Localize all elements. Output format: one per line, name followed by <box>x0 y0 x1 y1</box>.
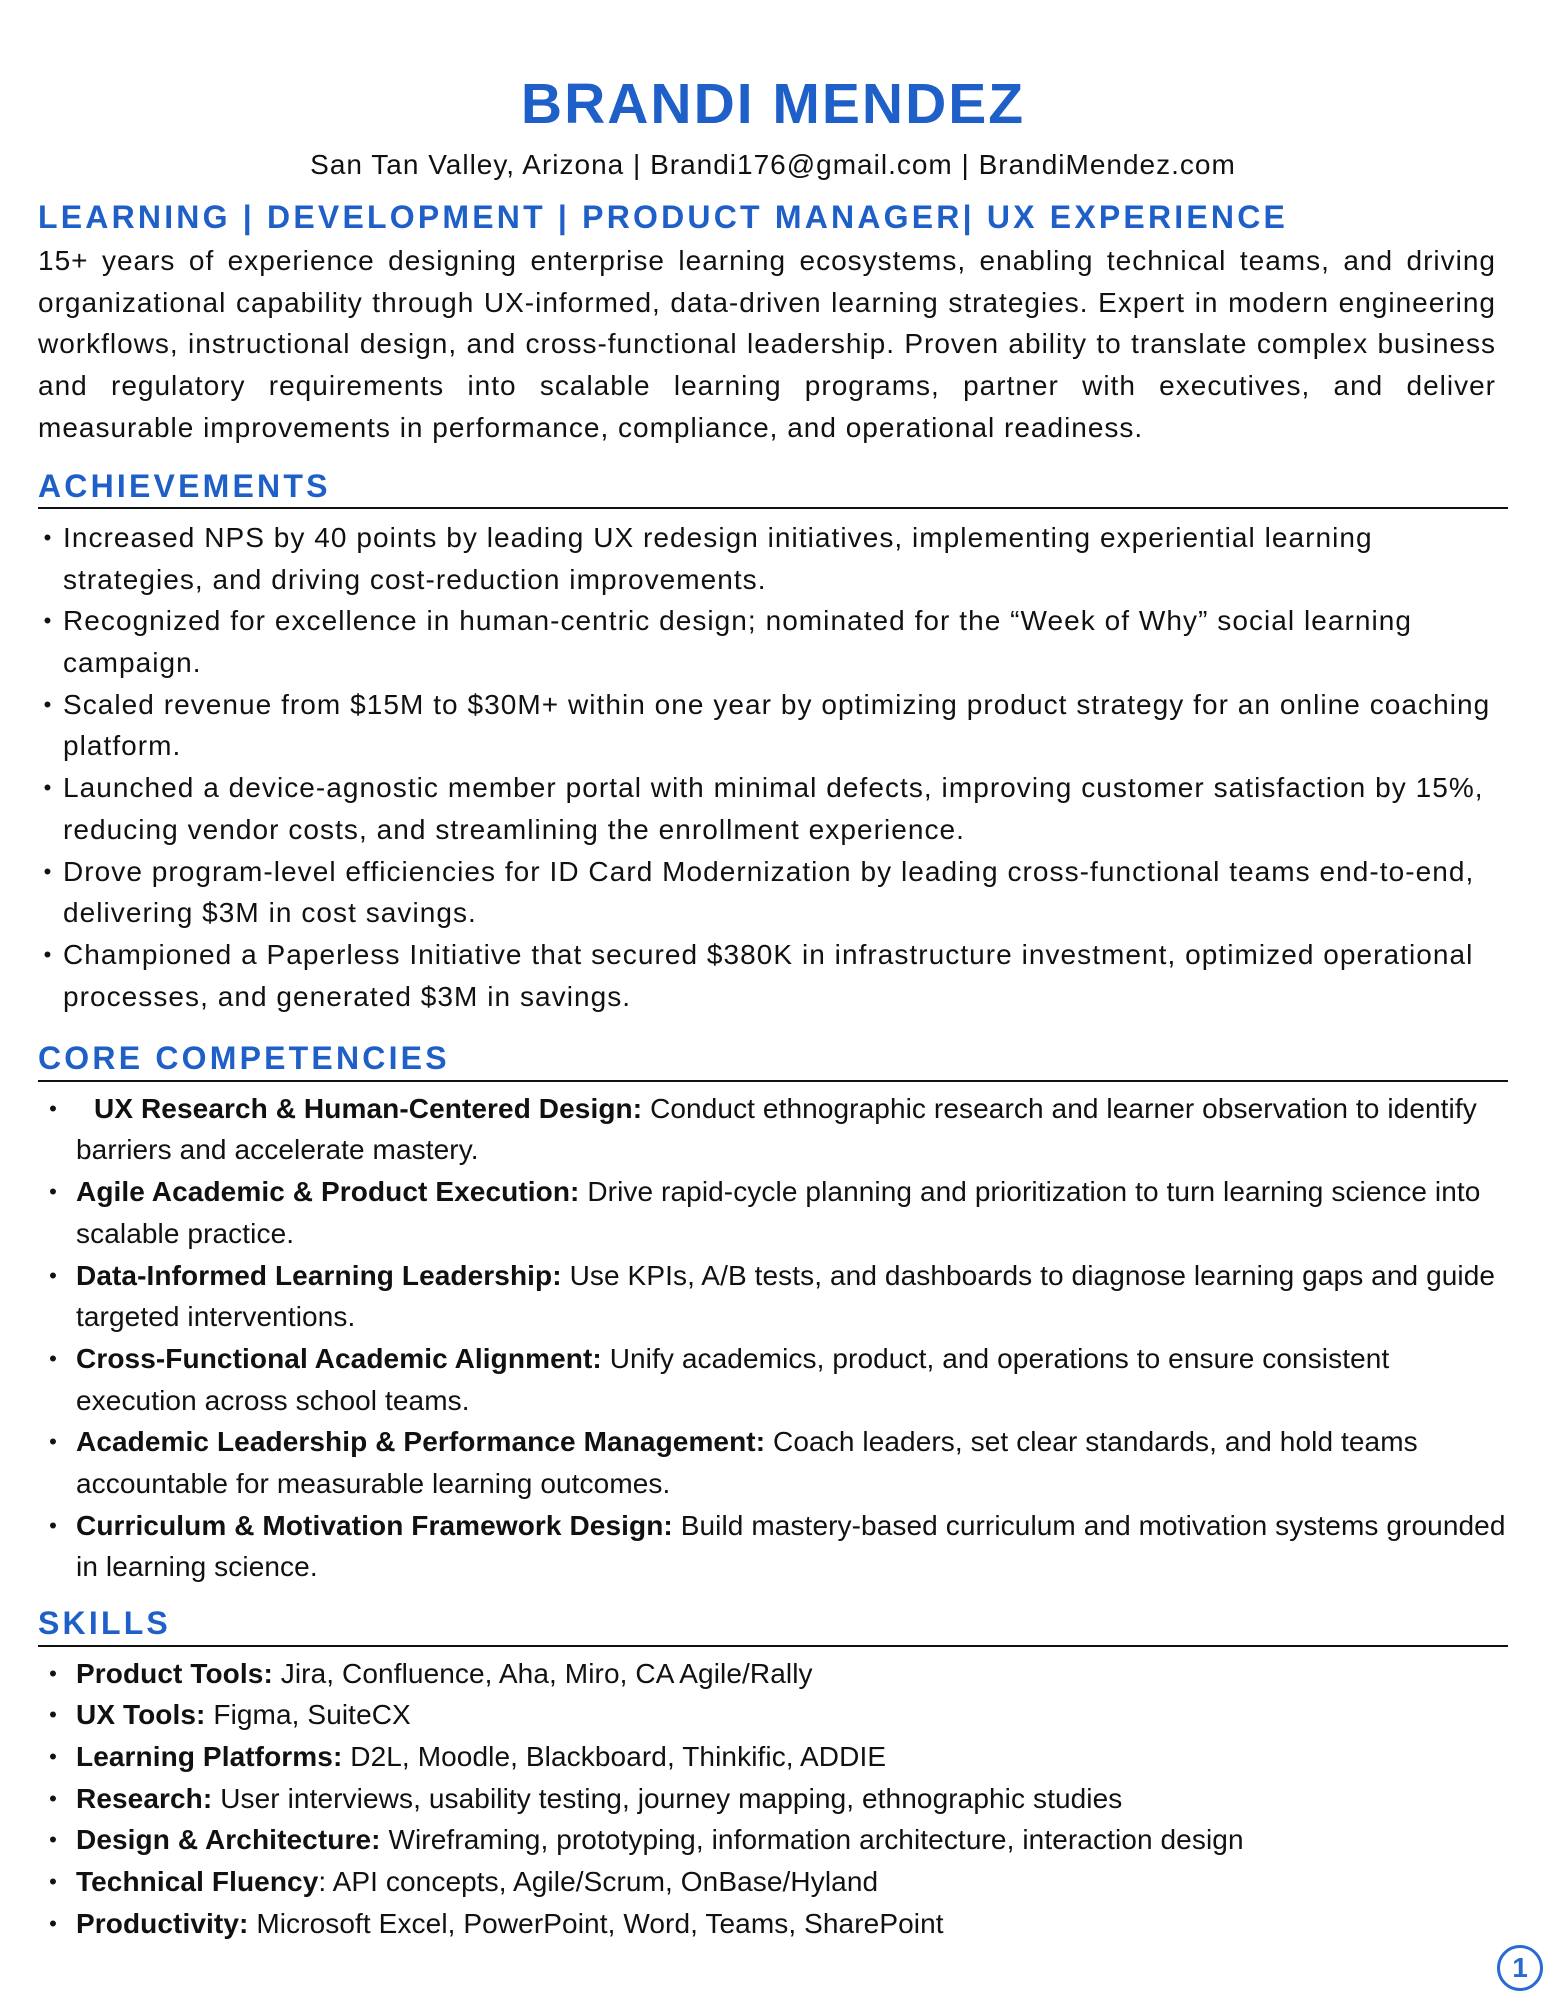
competency-label: Curriculum & Motivation Framework Design: <box>76 1509 673 1541</box>
competency-text: Build mastery-based curriculum and motivation systems grounded in learning science. <box>76 1509 1506 1583</box>
bullet-icon: • <box>43 691 53 717</box>
bullet-icon: • <box>49 1262 57 1288</box>
achievement-item <box>38 767 1508 850</box>
resume-page <box>38 72 1508 1944</box>
skill-item <box>38 1861 1508 1903</box>
competency-text: Unify academics, product, and operations to ensure consistent execution across school teams. <box>76 1342 1390 1416</box>
achievement-text: Scaled revenue from $15M to $30M+ within one year by optimizing product strategy for an online coaching platform. <box>63 688 1491 762</box>
candidate-name: BRANDI MENDEZ <box>520 72 1026 136</box>
bullet-icon: • <box>49 1869 57 1895</box>
bullet-icon: • <box>43 858 53 884</box>
page-number-badge: 1 <box>1497 1945 1543 1991</box>
competency-item <box>38 1255 1508 1338</box>
bullet-icon: • <box>43 941 53 967</box>
bullet-icon: • <box>49 1785 57 1811</box>
competency-text: Use KPIs, A/B tests, and dashboards to diagnose learning gaps and guide targeted interventions. <box>76 1259 1496 1333</box>
achievement-text: Drove program-level efficiencies for ID Card Modernization by leading cross-functional teams end-to-end, delivering $3M in cost savings. <box>63 855 1475 929</box>
competencies-heading: CORE COMPETENCIES <box>38 1039 1508 1081</box>
skill-label: Productivity: <box>76 1907 249 1939</box>
skill-label: Research: <box>76 1782 213 1814</box>
achievement-text: Recognized for excellence in human-centric design; nominated for the “Week of Why” social learning campaign. <box>63 605 1413 678</box>
achievement-text: Increased NPS by 40 points by leading UX redesign initiatives, implementing experiential learning strategies, and driving cost-reduction improvements. <box>63 521 1373 595</box>
competency-item <box>38 1171 1508 1254</box>
skill-item <box>38 1653 1508 1695</box>
skill-text: User interviews, usability testing, journey mapping, ethnographic studies <box>212 1782 1123 1814</box>
professional-summary: 15+ years of experience designing enterprise learning ecosystems, enabling technical teams, and driving organizational capability through UX-informed, data-driven learning strategies. Expert in modern engineering workflows, instructional design, and cross-functional leadership. Proven ability to translate complex business and regulatory requirements into scalable learning programs, partner with executives, and deliver measurable improvements in performance, compliance, and operational readiness. <box>38 244 1496 443</box>
competencies-list <box>38 1088 1508 1588</box>
bullet-icon: • <box>43 524 53 550</box>
achievements-heading: ACHIEVEMENTS <box>38 467 1508 509</box>
skill-label: Product Tools: <box>76 1657 273 1689</box>
competency-label: Data-Informed Learning Leadership: <box>76 1259 562 1291</box>
competency-item <box>38 1338 1508 1421</box>
bullet-icon: • <box>49 1512 57 1538</box>
competency-item <box>38 1088 1508 1171</box>
achievement-item <box>38 851 1508 934</box>
competency-item <box>38 1505 1508 1588</box>
achievement-text: Championed a Paperless Initiative that secured $380K in infrastructure investment, optimized operational processes, and generated $3M in savings. <box>63 938 1474 1012</box>
bullet-icon: • <box>43 608 53 634</box>
competency-label: Agile Academic & Product Execution: <box>76 1176 580 1208</box>
skill-text: D2L, Moodle, Blackboard, Thinkific, ADDIE <box>342 1740 887 1772</box>
skill-label: Design & Architecture: <box>76 1824 381 1856</box>
competency-label: Academic Leadership & Performance Management: <box>76 1426 766 1458</box>
achievement-item <box>38 517 1508 600</box>
skill-label: Technical Fluency <box>76 1866 319 1898</box>
achievement-item <box>38 934 1508 1017</box>
skill-item <box>38 1903 1508 1945</box>
bullet-icon: • <box>49 1910 57 1936</box>
achievement-text: Launched a device-agnostic member portal with minimal defects, improving customer satisfaction by 15%, reducing vendor costs, and streamlining the enrollment experience. <box>63 772 1484 845</box>
competency-label: Cross-Functional Academic Alignment: <box>76 1342 602 1374</box>
competency-item <box>38 1421 1508 1504</box>
competency-text: Drive rapid-cycle planning and prioritization to turn learning science into scalable practice. <box>76 1176 1481 1249</box>
skill-label: Learning Platforms: <box>76 1740 343 1772</box>
bullet-icon: • <box>49 1179 57 1205</box>
competency-text: Conduct ethnographic research and learner observation to identify barriers and accelerate mastery. <box>76 1092 1477 1166</box>
skill-item <box>38 1736 1508 1778</box>
skills-heading: SKILLS <box>38 1604 1508 1646</box>
skills-list <box>38 1653 1508 1945</box>
skill-text: Microsoft Excel, PowerPoint, Word, Teams, SharePoint <box>248 1907 944 1939</box>
bullet-icon: • <box>49 1743 57 1769</box>
professional-headline: LEARNING | DEVELOPMENT | PRODUCT MANAGER| UX EXPERIENCE <box>38 198 1289 235</box>
skill-label: UX Tools: <box>76 1699 206 1731</box>
bullet-icon: • <box>49 1827 57 1853</box>
skill-text: Wireframing, prototyping, information architecture, interaction design <box>380 1824 1244 1856</box>
contact-line: San Tan Valley, Arizona | Brandi176@gmail.com | BrandiMendez.com <box>310 149 1236 180</box>
achievement-item <box>38 684 1508 767</box>
achievements-list <box>38 517 1508 1017</box>
skill-text: Jira, Confluence, Aha, Miro, CA Agile/Rally <box>272 1657 813 1689</box>
skill-item <box>38 1819 1508 1861</box>
bullet-icon: • <box>49 1702 57 1728</box>
bullet-icon: • <box>49 1660 57 1686</box>
skill-text: : API concepts, Agile/Scrum, OnBase/Hyland <box>318 1866 879 1898</box>
bullet-icon: • <box>43 775 53 801</box>
bullet-icon: • <box>49 1429 57 1455</box>
bullet-icon: • <box>49 1095 57 1121</box>
skill-item <box>38 1778 1508 1820</box>
competency-text: Coach leaders, set clear standards, and hold teams accountable for measurable learning outcomes. <box>76 1426 1418 1500</box>
achievement-item <box>38 600 1508 683</box>
skill-item <box>38 1694 1508 1736</box>
bullet-icon: • <box>49 1345 57 1371</box>
skill-text: Figma, SuiteCX <box>205 1699 411 1731</box>
competency-label: UX Research & Human-Centered Design: <box>94 1092 643 1124</box>
